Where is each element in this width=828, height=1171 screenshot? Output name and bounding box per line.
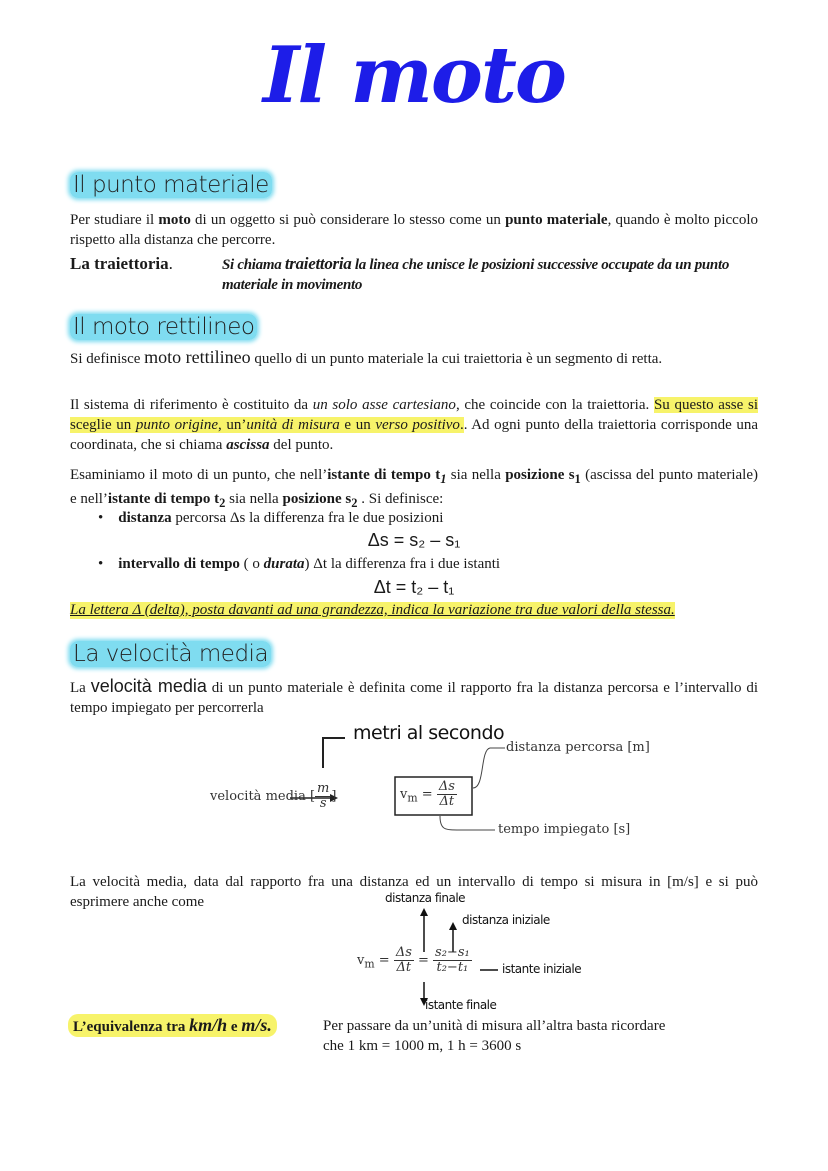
section-heading-punto-materiale: Il punto materiale [70,172,272,198]
velocita-media-unit-label: velocità media [ $\frac{m}{s}$ ] [210,781,337,811]
note-delta: La lettera Δ (delta), posta davanti ad una grandezza, indica la variazione tra due valori della stessa. [70,602,675,618]
term-moto: moto [158,212,191,228]
page-title: Il moto [263,30,565,121]
bullet-distanza: • distanza percorsa Δs la differenza fra le due posizioni [98,510,444,526]
bullet-intervallo: • intervallo di tempo ( o durata) Δt la differenza fra i due istanti [98,556,501,572]
paragraph-moto-rettilineo: Si definisce moto rettilineo quello di un punto materiale la cui traiettoria è un segmento di retta. [70,347,663,367]
traiettoria-definition: Si chiama traiettoria la linea che unisce le posizioni successive occupate da un punto materiale in movimento [222,254,730,293]
text: di un oggetto si può considerare lo stesso come un [190,212,506,228]
traiettoria-label: La traiettoria. [70,254,173,273]
label-distanza-percorsa: distanza percorsa [m] [506,740,650,755]
handwritten-metri-al-secondo: metri al secondo [353,722,505,744]
formula-vm-expanded: $v_m$ = $\frac{\Delta s}{\Delta t}$ = $\frac{\text{s₂−s₁}}{\text{t₂−t₁}}$ [357,945,470,975]
annotation-distanza-finale: distanza finale [385,891,466,905]
paragraph-punto-materiale [70,210,758,250]
equivalenza-text: Per passare da un’unità di misura all’altra basta ricordare che 1 km = 1000 m, 1 h = 3600 s [323,1018,666,1054]
paragraph-sistema-riferimento: Il sistema di riferimento è costituito da un solo asse cartesiano, che coincide con la traiettoria. Su questo asse si sceglie un punto origine, un’unità di misura e un verso positivo.. Ad ogni punto della traiettoria corrisponde una coordinata, che si chiama ascissa del punto. [70,397,759,453]
section-heading-moto-rettilineo: Il moto rettilineo [70,314,257,340]
label-tempo-impiegato: tempo impiegato [s] [498,822,631,837]
paragraph-misura: La velocità media, data dal rapporto fra una distanza ed un intervallo di tempo si misura in [m/s] e si può esprimere anche come [70,874,758,910]
annotation-istante-finale: istante finale [425,998,497,1012]
text: , quando è molto piccolo rispetto alla distanza che percorre. [70,212,758,248]
annotation-distanza-iniziale: distanza iniziale [462,913,550,927]
paragraph-velocita-media: La velocità media di un punto materiale è definita come il rapporto fra la distanza percorsa e l’intervallo di tempo impiegato per percorrerla [70,676,758,716]
formula-delta-s: Δs = s₂ – s₁ [367,530,461,550]
term-punto-materiale: punto materiale [505,212,608,228]
paragraph-esaminiamo: Esaminiamo il moto di un punto, che nell’istante di tempo $t_1$ sia nella posizione $s_1$ (ascissa del punto materiale) e nell’istante di tempo $t_2$ sia nella posizione $s_2$ . Si definisce: [70,467,758,510]
formula-delta-t: Δt = t₂ – t₁ [373,577,455,597]
equivalenza-label: L’equivalenza tra km/h e m/s. [68,1014,277,1037]
formula-vm-box: $v_m$ = $\frac{\Delta s}{\Delta t}$ [400,779,455,809]
annotation-istante-iniziale: istante iniziale [502,962,582,976]
text: Per studiare il [70,212,159,228]
section-heading-velocita-media: La velocità media [70,641,271,667]
